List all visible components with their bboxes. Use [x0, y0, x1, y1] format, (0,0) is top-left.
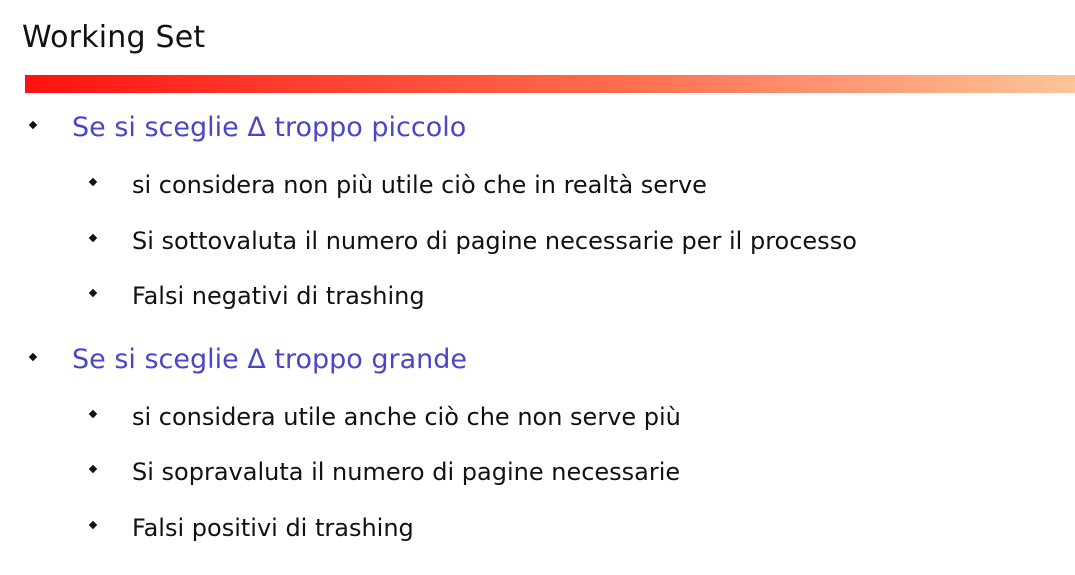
sub-bullet-text: Si sottovaluta il numero di pagine necessarie per il processo: [132, 227, 857, 255]
bullet-diamond-icon: [89, 178, 97, 186]
sub-bullet-item: [90, 171, 707, 199]
sub-bullet-item: [90, 227, 857, 255]
sub-bullet-item: [90, 282, 425, 310]
bullet-diamond-icon: [89, 521, 97, 529]
sub-bullet-text: Si sopravaluta il numero di pagine necessarie: [132, 458, 681, 486]
sub-bullet-item: [90, 458, 680, 486]
sub-bullet-item: [90, 403, 681, 431]
bullet-text: Se si sceglie Δ troppo grande: [72, 344, 468, 375]
bullet-item-delta-small: [30, 112, 466, 143]
bullet-diamond-icon: [89, 465, 97, 473]
bullet-diamond-icon: [89, 234, 97, 242]
bullet-diamond-icon: [89, 289, 97, 297]
bullet-item-delta-large: [30, 344, 467, 375]
sub-bullet-item: [90, 514, 414, 542]
sub-bullet-text: Falsi positivi di trashing: [132, 514, 414, 542]
bullet-diamond-icon: [89, 410, 97, 418]
sub-bullet-text: Falsi negativi di trashing: [132, 282, 425, 310]
bullet-diamond-icon: [29, 120, 37, 128]
slide-title: Working Set: [22, 20, 206, 55]
sub-bullet-text: si considera non più utile ciò che in realtà serve: [132, 171, 707, 199]
bullet-text: Se si sceglie Δ troppo piccolo: [72, 112, 467, 143]
sub-bullet-text: si considera utile anche ciò che non serve più: [132, 403, 681, 431]
bullet-diamond-icon: [29, 352, 37, 360]
